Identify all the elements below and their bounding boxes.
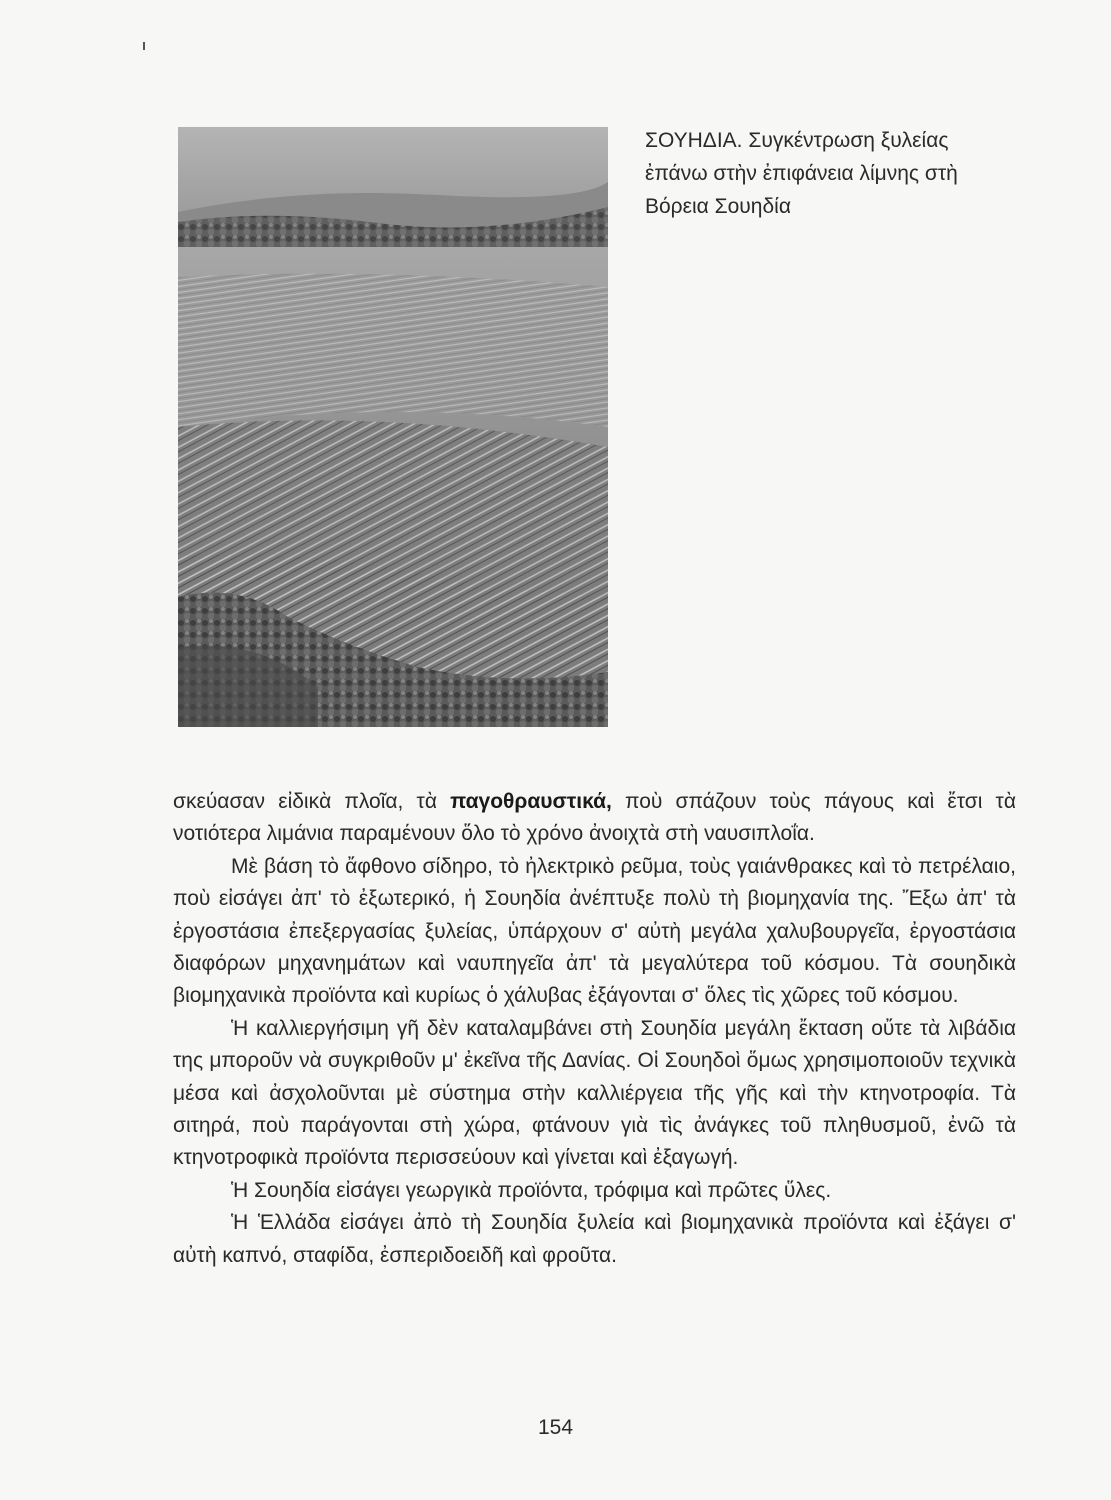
caption-line: Βόρεια Σουηδία [645, 195, 791, 218]
body-text [173, 786, 1016, 1272]
caption-line: ΣΟΥΗΔΙΑ. Συγκέντρωση ξυλείας [645, 129, 949, 152]
photo-illustration [178, 127, 608, 727]
bold-term: παγοθραυστικά, [450, 790, 612, 813]
paragraph-text: ποὺ σπάζουν τοὺς πάγους καὶ ἔτσι τὰ νοτιότερα λιμάνια παραμένουν ὅλο τὸ χρόνο ἀνοιχτὰ στὴ ναυσιπλοΐα. [173, 790, 1016, 846]
scan-mark [143, 42, 145, 50]
paragraph-icebreakers [173, 786, 1016, 851]
paragraph-agriculture: Ἡ καλλιεργήσιμη γῆ δὲν καταλαμβάνει στὴ Σουηδία μεγάλη ἔκταση οὔτε τὰ λιβάδια της μποροῦν νὰ συγκριθοῦν μ' ἐκεῖνα τῆς Δανίας. Οἱ Σουηδοὶ ὅμως χρησιμοποιοῦν τεχνικὰ μέσα καὶ ἀσχολοῦνται μὲ σύστημα στὴν καλλιέργεια τῆς γῆς καὶ τὴν κτηνοτροφία. Τὰ σιτηρά, ποὺ παράγονται στὴ χώρα, φτάνουν γιὰ τὶς ἀνάγκες τοῦ πληθυσμοῦ, ἐνῶ τὰ κτηνοτροφικὰ προϊόντα περισσεύουν καὶ γίνεται καὶ ἐξαγωγή. [173, 1016, 1016, 1170]
page-number: 154 [537, 1416, 574, 1439]
paragraph-text: σκεύασαν εἰδικὰ πλοῖα, τὰ [173, 790, 451, 813]
paragraph-greece-trade: Ἡ Ἑλλάδα εἰσάγει ἀπὸ τὴ Σουηδία ξυλεία καὶ βιομηχανικὰ προϊόντα καὶ ἐξάγει σ' αὐτὴ καπνό, σταφίδα, ἐσπεριδοειδῆ καὶ φροῦτα. [173, 1211, 1016, 1267]
photo-caption [645, 124, 1065, 223]
paragraph-imports: Ἡ Σουηδία εἰσάγει γεωργικὰ προϊόντα, τρόφιμα καὶ πρῶτες ὕλες. [231, 1178, 832, 1202]
caption-line: ἐπάνω στὴν ἐπιφάνεια λίμνης στὴ [645, 162, 958, 185]
paragraph-industry: Μὲ βάση τὸ ἄφθονο σίδηρο, τὸ ἠλεκτρικὸ ρεῦμα, τοὺς γαιάνθρακες καὶ τὸ πετρέλαιο, ποὺ εἰσάγει ἀπ' τὸ ἐξωτερικό, ἡ Σουηδία ἀνέπτυξε πολὺ τὴ βιομηχανία της. Ἔξω ἀπ' τὰ ἐργοστάσια ἐπεξεργασίας ξυλείας, ὑπάρχουν σ' αὐτὴ μεγάλα χαλυβουργεῖα, ἐργοστάσια διαφόρων μηχανημάτων καὶ ναυπηγεῖα ἀπ' τὰ μεγαλύτερα τοῦ κόσμου. Τὰ σουηδικὰ βιομηχανικὰ προϊόντα καὶ κυρίως ὁ χάλυβας ἐξάγονται σ' ὅλες τὶς χῶρες τοῦ κόσμου. [173, 854, 1016, 1008]
lake-timber-photo [178, 127, 608, 727]
